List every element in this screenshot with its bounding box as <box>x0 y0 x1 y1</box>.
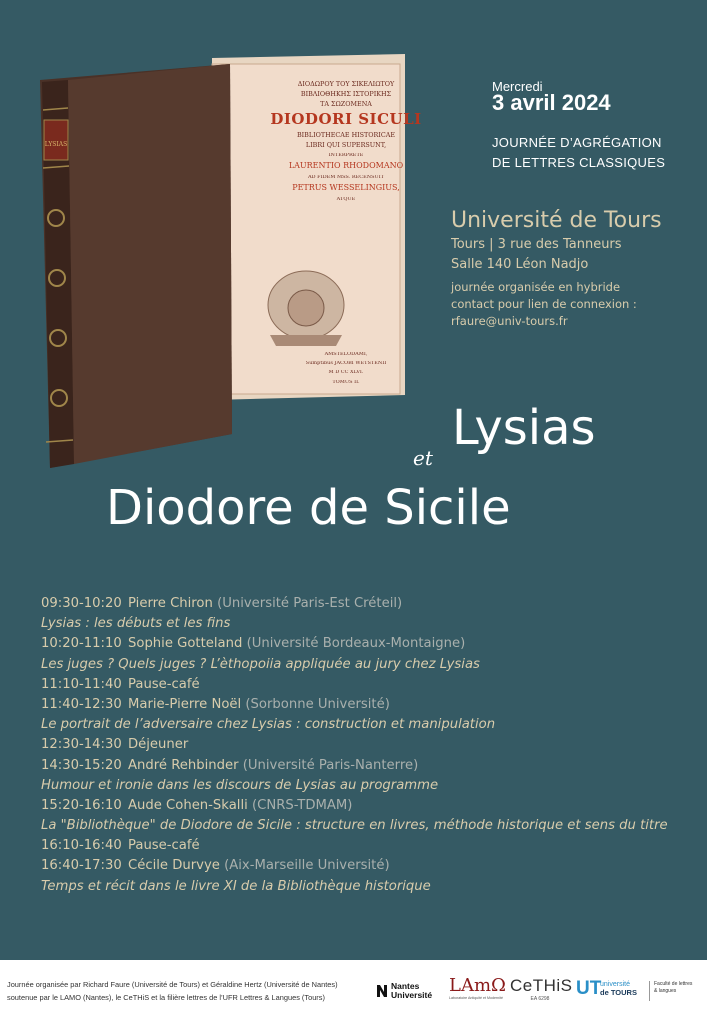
slot-talk-title: Les juges ? Quels juges ? L’èthopoiia appliquée au jury chez Lysias <box>41 656 480 672</box>
slot-time: 10:20-11:10 <box>41 636 122 652</box>
lamo-subtitle: Laboratoire Antiquité et Modernité <box>449 996 503 1000</box>
contact-note: contact pour lien de connexion : <box>451 297 637 311</box>
book-line: AMSTELODAMI, <box>324 352 368 357</box>
tours-ut-mark: UT <box>576 978 602 999</box>
slot-speaker: Marie-Pierre Noël <box>128 696 242 712</box>
event-type: JOURNÉE D’AGRÉGATION <box>492 135 662 150</box>
title-diodore: Diodore de Sicile <box>106 480 511 536</box>
book-illustration <box>40 50 422 470</box>
spine-label: LYSIAS <box>44 141 68 148</box>
slot-talk-title: Temps et récit dans le livre XI de la Bibliothèque historique <box>41 878 431 894</box>
book-line: TOMUS II. <box>332 380 360 385</box>
program-slot <box>41 594 701 614</box>
footer-line: Journée organisée par Richard Faure (Université de Tours) et Géraldine Hertz (Université de Nantes) <box>7 980 338 989</box>
faculty-name: Faculté de lettres <box>654 981 693 987</box>
book-line: ΒΙΒΛΙΟΘΗΚΗΣ ΙΣΤΟΡΙΚΗΣ <box>300 91 392 98</box>
venue-room: Salle 140 Léon Nadjo <box>451 257 589 272</box>
footer-line: soutenue par le LAMO (Nantes), le CeTHiS et la filière lettres de l’UFR Lettres & Langues (Tours) <box>7 993 325 1002</box>
event-day: Mercredi <box>492 79 543 94</box>
slot-speaker: André Rehbinder <box>128 757 239 773</box>
slot-time: 14:30-15:20 <box>41 757 122 773</box>
slot-speaker: Déjeuner <box>128 737 189 753</box>
slot-time: 16:10-16:40 <box>41 838 122 854</box>
slot-speaker: Cécile Durvye <box>128 858 220 874</box>
slot-speaker: Sophie Gotteland <box>128 636 243 652</box>
slot-time: 16:40-17:30 <box>41 858 122 874</box>
slot-affiliation: (Sorbonne Université) <box>245 696 390 712</box>
venue-address: Tours | 3 rue des Tanneurs <box>451 237 622 252</box>
slot-affiliation: (Université Paris-Est Créteil) <box>217 596 403 611</box>
slot-time: 15:20-16:10 <box>41 797 122 813</box>
slot-affiliation: (Université Bordeaux-Montaigne) <box>246 636 466 652</box>
program-slot <box>41 796 701 816</box>
nantes-logo <box>376 982 440 1004</box>
slot-time: 12:30-14:30 <box>41 737 122 753</box>
event-date: 3 avril 2024 <box>492 90 611 115</box>
book-line: AD FIDEM MSS. RECENSUIT <box>307 175 385 180</box>
venue-university: Université de Tours <box>451 208 662 233</box>
program-slot <box>41 675 701 695</box>
book-line: DIODORI SICULI <box>270 112 422 128</box>
cethis-subtitle: EA 6298 <box>530 996 550 1002</box>
program-slot <box>41 836 701 856</box>
lamo-name: LAmΩ <box>449 975 506 996</box>
lamo-logo <box>449 976 505 1006</box>
slot-time: 09:30-10:20 <box>41 596 122 611</box>
book-line: M D CC XLVI. <box>328 370 364 375</box>
book-line: LIBRI QUI SUPERSUNT, <box>305 142 387 149</box>
slot-talk-title: Humour et ironie dans les discours de Lysias au programme <box>41 777 439 793</box>
slot-affiliation: (CNRS-TDMAM) <box>251 797 353 813</box>
slot-speaker: Pause-café <box>128 676 200 692</box>
nantes-name: Université <box>391 990 433 1000</box>
faculty-logo <box>649 981 707 1001</box>
program-slot <box>41 856 701 876</box>
faculty-name: & langues <box>654 988 677 994</box>
book-line: PETRUS WESSELINGIUS, <box>292 184 400 192</box>
hybrid-note: journée organisée en hybride <box>451 280 621 294</box>
slot-affiliation: (Université Paris-Nanterre) <box>242 757 419 773</box>
program-slot <box>41 756 701 776</box>
slot-speaker: Pause-café <box>128 838 200 854</box>
program-slot <box>41 695 701 715</box>
title-lysias: Lysias <box>452 400 596 456</box>
book-line: ΤΑ ΣΩΖΟΜΕΝΑ <box>320 101 372 108</box>
slot-time: 11:10-11:40 <box>41 676 122 692</box>
cethis-name: CeTHiS <box>510 976 573 995</box>
slot-time: 11:40-12:30 <box>41 696 122 712</box>
book-line: ATQUE <box>336 197 356 202</box>
nantes-mark-icon <box>376 984 388 998</box>
program-slot <box>41 735 701 755</box>
nantes-name: Nantes <box>391 981 420 991</box>
slot-talk-title: La "Bibliothèque" de Diodore de Sicile : structure en livres, méthode historique et sens du titre <box>41 818 668 834</box>
slot-speaker: Aude Cohen-Skalli <box>128 797 248 813</box>
program-slot <box>41 634 701 654</box>
book-line: LAURENTIO RHODOMANO <box>288 162 404 170</box>
slot-talk-title: Lysias : les débuts et les fins <box>41 616 231 632</box>
event-type: DE LETTRES CLASSIQUES <box>492 155 666 170</box>
footer <box>0 960 707 1015</box>
book-line: INTERPRETE <box>328 153 364 158</box>
program-list <box>41 594 701 897</box>
cethis-logo <box>510 976 573 1010</box>
slot-speaker: Pierre Chiron <box>128 596 213 611</box>
contact-email-link[interactable]: rfaure@univ-tours.fr <box>451 314 568 328</box>
book-line: ΔΙΟΔΩΡΟΥ ΤΟΥ ΣΙΚΕΛΙΩΤΟΥ <box>297 81 395 88</box>
slot-affiliation: (Aix-Marseille Université) <box>224 858 390 874</box>
footer-credits <box>7 978 338 1004</box>
tours-logo <box>576 978 646 1004</box>
tours-name: université <box>600 981 630 988</box>
book-line: BIBLIOTHECAE HISTORICAE <box>296 132 396 139</box>
title-et: et <box>413 446 433 470</box>
slot-talk-title: Le portrait de l’adversaire chez Lysias : construction et manipulation <box>41 717 496 733</box>
tours-name: de TOURS <box>600 988 637 997</box>
book-line: Sumptibus JACOBI WETSTENII <box>305 361 387 366</box>
